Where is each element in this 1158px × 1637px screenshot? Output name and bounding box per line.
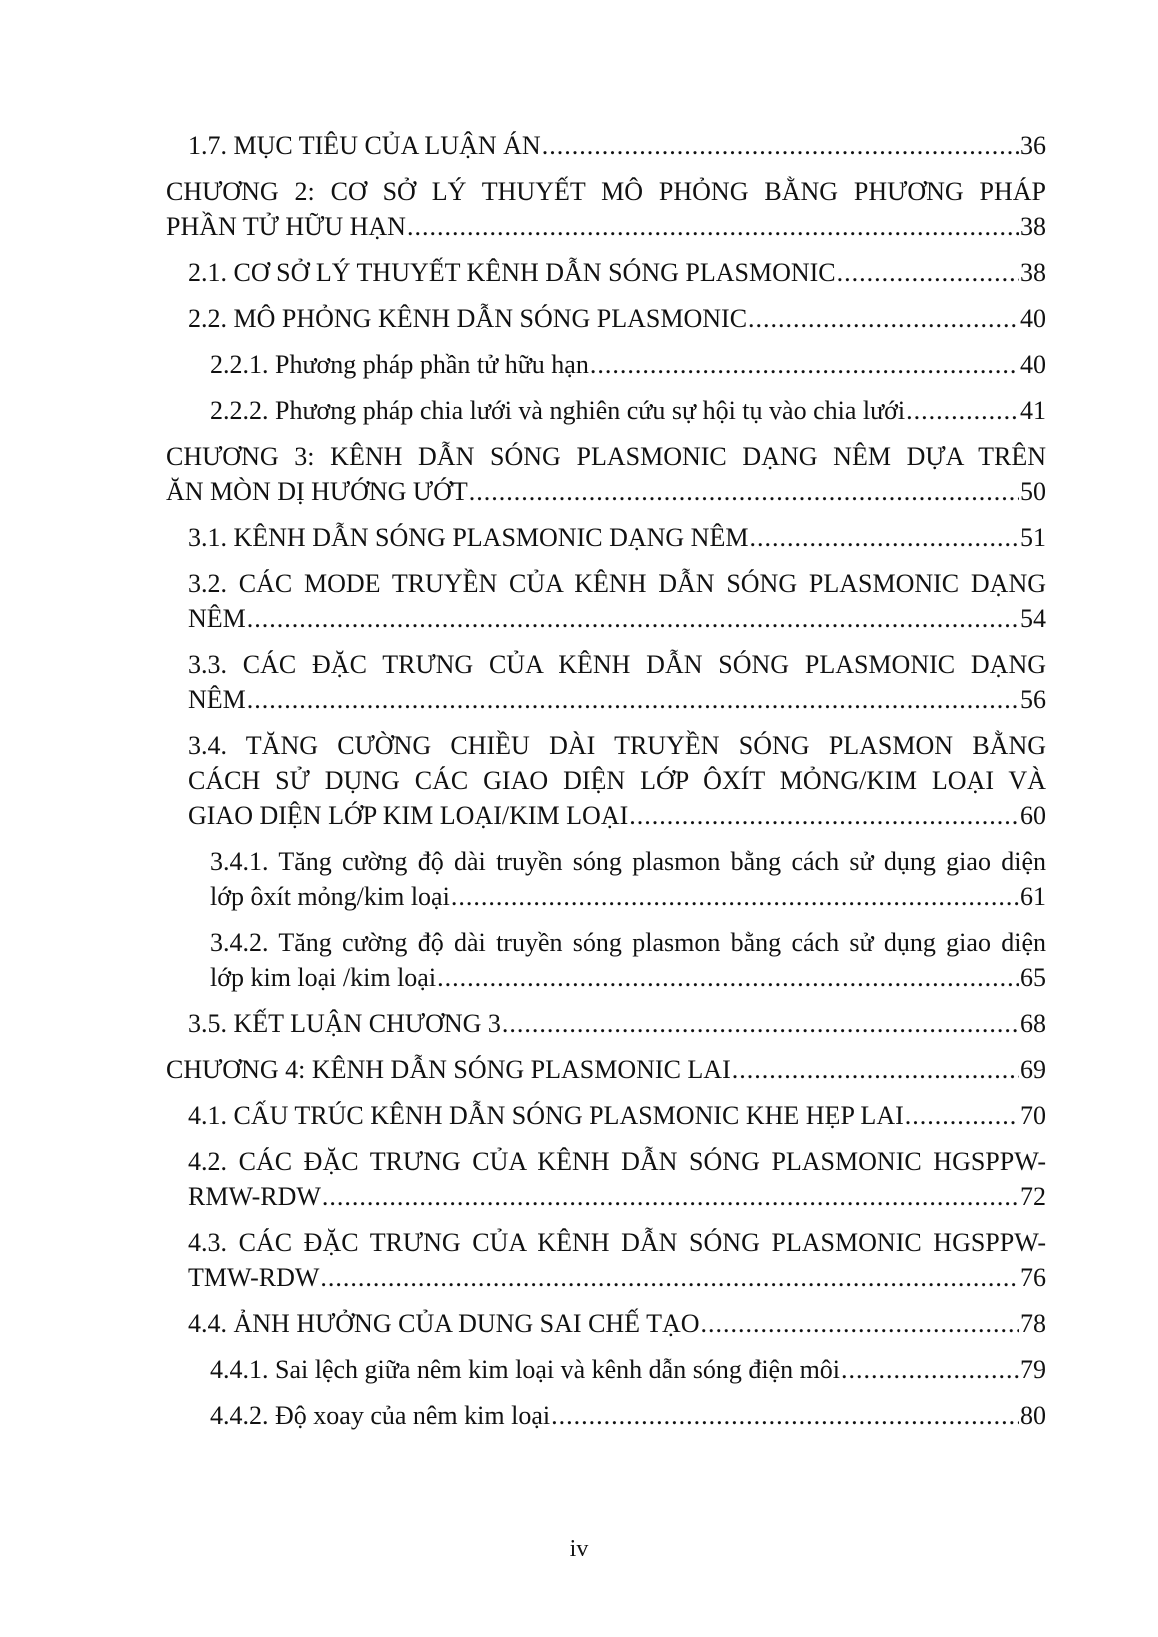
toc-page-number[interactable]: 80 (1020, 1401, 1046, 1430)
toc-entry-title-line: 3.4.1. Tăng cường độ dài truyền sóng plasmon bằng cách sử dụng giao diện (210, 847, 1046, 876)
toc-subsection-entry[interactable] (166, 1398, 1046, 1433)
dot-leader (749, 520, 1019, 555)
dot-leader (247, 682, 1019, 717)
toc-subsection-entry[interactable] (166, 347, 1046, 382)
toc-entry-leader-line (166, 474, 1046, 509)
toc-page-number[interactable]: 79 (1020, 1355, 1046, 1384)
toc-entry-leader-line (188, 1306, 1046, 1341)
toc-subsection-entry[interactable] (166, 393, 1046, 428)
toc-chapter-entry[interactable] (166, 174, 1046, 244)
toc-entry-leader-line (166, 209, 1046, 244)
toc-entry-leader-line (188, 255, 1046, 290)
toc-page-number[interactable]: 41 (1020, 396, 1046, 425)
toc-entry-leader-line (210, 1398, 1046, 1433)
toc-entry-title: 1.7. MỤC TIÊU CỦA LUẬN ÁN (188, 131, 541, 160)
toc-entry-title-line: 3.4. TĂNG CƯỜNG CHIỀU DÀI TRUYỀN SÓNG PLASMON BẰNG (188, 731, 1046, 760)
toc-entry-title: 4.4.1. Sai lệch giữa nêm kim loại và kênh dẫn sóng điện môi (210, 1355, 841, 1384)
toc-section-entry[interactable] (166, 1306, 1046, 1341)
toc-page-number[interactable]: 54 (1020, 604, 1046, 633)
toc-page-number[interactable]: 38 (1020, 258, 1046, 287)
toc-entry-leader-line (188, 798, 1046, 833)
toc-page-number[interactable]: 78 (1020, 1309, 1046, 1338)
toc-entry-title: GIAO DIỆN LỚP KIM LOẠI/KIM LOẠI (188, 801, 629, 830)
dot-leader (629, 798, 1019, 833)
dot-leader (748, 301, 1019, 336)
toc-entry-title: 3.5. KẾT LUẬN CHƯƠNG 3 (188, 1009, 501, 1038)
toc-page-number[interactable]: 69 (1020, 1055, 1046, 1084)
dot-leader (701, 1306, 1019, 1341)
toc-entry-leader-line (188, 1179, 1046, 1214)
toc-page-number[interactable]: 72 (1020, 1182, 1046, 1211)
dot-leader (451, 879, 1019, 914)
toc-entry-title: lớp kim loại /kim loại (210, 963, 437, 992)
toc-section-entry[interactable] (166, 301, 1046, 336)
toc-page-number[interactable]: 38 (1020, 212, 1046, 241)
toc-page-number[interactable]: 51 (1020, 523, 1046, 552)
toc-entry-title-line: 4.2. CÁC ĐẶC TRƯNG CỦA KÊNH DẪN SÓNG PLASMONIC HGSPPW- (188, 1147, 1046, 1176)
toc-entry-leader-line (210, 879, 1046, 914)
toc-entry-title-line: 3.2. CÁC MODE TRUYỀN CỦA KÊNH DẪN SÓNG PLASMONIC DẠNG (188, 569, 1046, 598)
toc-section-entry[interactable] (166, 728, 1046, 833)
toc-entry-leader-line (166, 1052, 1046, 1087)
toc-page-number[interactable]: 60 (1020, 801, 1046, 830)
toc-entry-leader-line (210, 960, 1046, 995)
toc-entry-leader-line (188, 1260, 1046, 1295)
dot-leader (542, 128, 1019, 163)
toc-section-entry[interactable] (166, 1144, 1046, 1214)
dot-leader (320, 1260, 1019, 1295)
dot-leader (502, 1006, 1019, 1041)
toc-entry-leader-line (188, 301, 1046, 336)
toc-subsection-entry[interactable] (166, 925, 1046, 995)
dot-leader (437, 960, 1019, 995)
toc-entry-title-line: 3.4.2. Tăng cường độ dài truyền sóng plasmon bằng cách sử dụng giao diện (210, 928, 1046, 957)
toc-chapter-entry[interactable] (166, 1052, 1046, 1087)
toc-entry-leader-line (188, 520, 1046, 555)
toc-entry-leader-line (210, 347, 1046, 382)
toc-entry-title-line: CHƯƠNG 3: KÊNH DẪN SÓNG PLASMONIC DẠNG NÊM DỰA TRÊN (166, 442, 1046, 471)
toc-entry-title: 2.2.2. Phương pháp chia lưới và nghiên cứu sự hội tụ vào chia lưới (210, 396, 906, 425)
dot-leader (551, 1398, 1019, 1433)
dot-leader (469, 474, 1019, 509)
dot-leader (322, 1179, 1019, 1214)
toc-section-entry[interactable] (166, 647, 1046, 717)
toc-page-number[interactable]: 65 (1020, 963, 1046, 992)
toc-page-number[interactable]: 76 (1020, 1263, 1046, 1292)
toc-entry-title: 2.1. CƠ SỞ LÝ THUYẾT KÊNH DẪN SÓNG PLASMONIC (188, 258, 836, 287)
dot-leader (590, 347, 1019, 382)
toc-entry-title: 2.2.1. Phương pháp phần tử hữu hạn (210, 350, 589, 379)
toc-page-number[interactable]: 61 (1020, 882, 1046, 911)
toc-page-number[interactable]: 70 (1020, 1101, 1046, 1130)
toc-entry-title: 4.4.2. Độ xoay của nêm kim loại (210, 1401, 551, 1430)
toc-entry-title: lớp ôxít mỏng/kim loại (210, 882, 450, 911)
toc-entry-title: 4.4. ẢNH HƯỞNG CỦA DUNG SAI CHẾ TẠO (188, 1309, 700, 1338)
toc-section-entry[interactable] (166, 1006, 1046, 1041)
toc-section-entry[interactable] (166, 566, 1046, 636)
toc-entry-title: TMW-RDW (188, 1263, 320, 1292)
toc-entry-title-line: 3.3. CÁC ĐẶC TRƯNG CỦA KÊNH DẪN SÓNG PLASMONIC DẠNG (188, 650, 1046, 679)
page-number: iv (569, 1536, 589, 1562)
toc-entry-leader-line (188, 682, 1046, 717)
toc-page-number[interactable]: 36 (1020, 131, 1046, 160)
dot-leader (407, 209, 1019, 244)
dot-leader (837, 255, 1019, 290)
table-of-contents (166, 128, 1046, 1433)
toc-entry-leader-line (210, 1352, 1046, 1387)
toc-entry-title: CHƯƠNG 4: KÊNH DẪN SÓNG PLASMONIC LAI (166, 1055, 731, 1084)
toc-page-number[interactable]: 40 (1020, 350, 1046, 379)
toc-entry-title: 2.2. MÔ PHỎNG KÊNH DẪN SÓNG PLASMONIC (188, 304, 748, 333)
toc-section-entry[interactable] (166, 255, 1046, 290)
dot-leader (247, 601, 1019, 636)
toc-entry-title: NÊM (188, 604, 246, 633)
toc-page-number[interactable]: 56 (1020, 685, 1046, 714)
toc-entry-title: 4.1. CẤU TRÚC KÊNH DẪN SÓNG PLASMONIC KHE HẸP LAI (188, 1101, 904, 1130)
toc-subsection-entry[interactable] (166, 1352, 1046, 1387)
toc-section-entry[interactable] (166, 128, 1046, 163)
toc-page-number[interactable]: 68 (1020, 1009, 1046, 1038)
toc-entry-leader-line (188, 1006, 1046, 1041)
toc-section-entry[interactable] (166, 520, 1046, 555)
toc-entry-title-line: CHƯƠNG 2: CƠ SỞ LÝ THUYẾT MÔ PHỎNG BẰNG PHƯƠNG PHÁP (166, 177, 1046, 206)
dot-leader (906, 393, 1019, 428)
toc-entry-title-line: CÁCH SỬ DỤNG CÁC GIAO DIỆN LỚP ÔXÍT MỎNG/KIM LOẠI VÀ (188, 766, 1046, 795)
toc-page-number[interactable]: 40 (1020, 304, 1046, 333)
toc-subsection-entry[interactable] (166, 844, 1046, 914)
dot-leader (905, 1098, 1019, 1133)
toc-entry-leader-line (188, 1098, 1046, 1133)
toc-entry-title: RMW-RDW (188, 1182, 321, 1211)
toc-entry-title: NÊM (188, 685, 246, 714)
toc-entry-leader-line (188, 601, 1046, 636)
toc-entry-title: PHẦN TỬ HỮU HẠN (166, 212, 406, 241)
toc-entry-title-line: 4.3. CÁC ĐẶC TRƯNG CỦA KÊNH DẪN SÓNG PLASMONIC HGSPPW- (188, 1228, 1046, 1257)
toc-page-number[interactable]: 50 (1020, 477, 1046, 506)
toc-entry-leader-line (188, 128, 1046, 163)
toc-entry-title: ĂN MÒN DỊ HƯỚNG ƯỚT (166, 477, 468, 506)
dot-leader (732, 1052, 1019, 1087)
toc-entry-leader-line (210, 393, 1046, 428)
toc-section-entry[interactable] (166, 1098, 1046, 1133)
toc-section-entry[interactable] (166, 1225, 1046, 1295)
dot-leader (841, 1352, 1019, 1387)
toc-chapter-entry[interactable] (166, 439, 1046, 509)
toc-entry-title: 3.1. KÊNH DẪN SÓNG PLASMONIC DẠNG NÊM (188, 523, 749, 552)
